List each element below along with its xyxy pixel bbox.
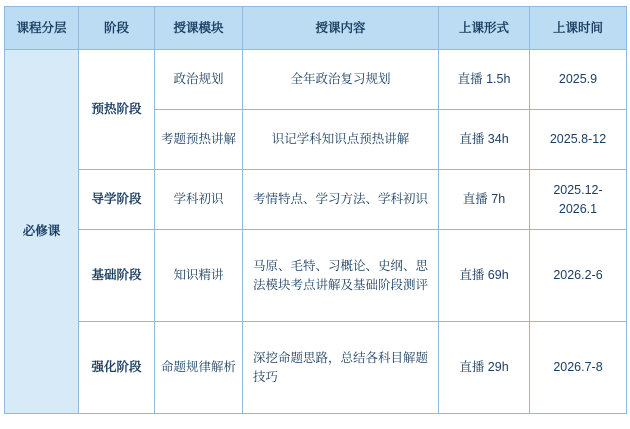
cell-module: 命题规律解析 <box>155 322 243 414</box>
cell-stage: 预热阶段 <box>79 50 155 170</box>
table-row <box>5 50 627 110</box>
cell-module: 学科初识 <box>155 170 243 230</box>
cell-time: 2025.12-2026.1 <box>530 170 627 230</box>
cell-stage: 强化阶段 <box>79 322 155 414</box>
table-row <box>5 322 627 414</box>
table-header-row <box>5 7 627 50</box>
column-header-module: 授课模块 <box>155 7 243 50</box>
cell-time: 2025.9 <box>530 50 627 110</box>
cell-category: 必修课 <box>5 50 79 414</box>
cell-content: 识记学科知识点预热讲解 <box>243 110 439 170</box>
cell-form: 直播 69h <box>439 230 530 322</box>
cell-module: 考题预热讲解 <box>155 110 243 170</box>
cell-module: 知识精讲 <box>155 230 243 322</box>
column-header-form: 上课形式 <box>439 7 530 50</box>
table-row <box>5 170 627 230</box>
cell-time: 2026.2-6 <box>530 230 627 322</box>
cell-stage: 基础阶段 <box>79 230 155 322</box>
cell-form: 直播 1.5h <box>439 50 530 110</box>
cell-stage: 导学阶段 <box>79 170 155 230</box>
cell-time: 2025.8-12 <box>530 110 627 170</box>
table-header <box>5 7 627 50</box>
cell-form: 直播 29h <box>439 322 530 414</box>
column-header-category: 课程分层 <box>5 7 79 50</box>
table-body <box>5 50 627 414</box>
cell-content: 考情特点、学习方法、学科初识 <box>243 170 439 230</box>
cell-form: 直播 34h <box>439 110 530 170</box>
cell-time: 2026.7-8 <box>530 322 627 414</box>
course-schedule-table <box>4 6 627 414</box>
column-header-stage: 阶段 <box>79 7 155 50</box>
column-header-content: 授课内容 <box>243 7 439 50</box>
cell-form: 直播 7h <box>439 170 530 230</box>
cell-module: 政治规划 <box>155 50 243 110</box>
cell-content: 全年政治复习规划 <box>243 50 439 110</box>
table-row <box>5 230 627 322</box>
cell-content: 深挖命题思路，总结各科目解题技巧 <box>243 322 439 414</box>
column-header-time: 上课时间 <box>530 7 627 50</box>
cell-content: 马原、毛特、习概论、史纲、思法模块考点讲解及基础阶段测评 <box>243 230 439 322</box>
